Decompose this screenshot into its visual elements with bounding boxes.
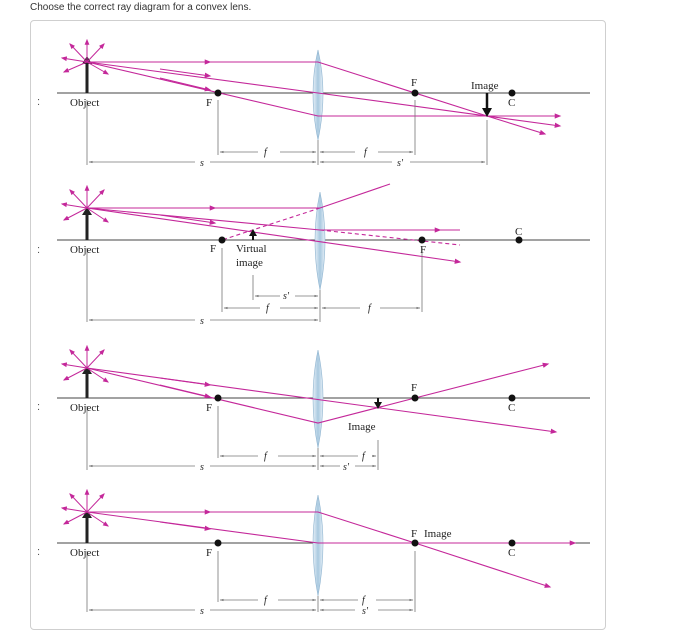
focal-label: F <box>411 382 418 394</box>
object-label: Object <box>70 547 100 559</box>
center-label: C <box>508 97 516 109</box>
dim-f: f <box>362 595 365 606</box>
image-label: Image <box>471 80 499 92</box>
dim-s: s <box>200 606 204 617</box>
center-label: C <box>508 547 516 559</box>
focal-label: F <box>210 243 217 255</box>
option-marker: : <box>37 401 41 413</box>
image-label: Image <box>348 421 376 433</box>
focal-label: F <box>206 402 213 414</box>
question-text: Choose the correct ray diagram for a convex lens. <box>30 2 252 13</box>
virtual-image-label: Virtual <box>236 243 267 255</box>
diagram-option-2[interactable] <box>57 184 590 322</box>
dim-f: f <box>266 303 269 314</box>
dim-f: f <box>364 147 367 158</box>
dim-f: f <box>362 451 365 462</box>
option-marker: : <box>37 96 41 108</box>
center-label: C <box>515 226 523 238</box>
dim-s: s <box>200 158 204 169</box>
object-label: Object <box>70 402 100 414</box>
dim-s-prime: s' <box>343 462 350 473</box>
focal-label: F <box>411 77 418 89</box>
focal-label: F <box>411 528 418 540</box>
option-marker: : <box>37 546 41 558</box>
dim-s-prime: s' <box>362 606 369 617</box>
dim-s: s <box>200 316 204 327</box>
virtual-image-label: image <box>236 257 263 269</box>
focal-label: F <box>206 547 213 559</box>
dim-s-prime: s' <box>283 291 290 302</box>
dim-f: f <box>264 451 267 462</box>
image-label: Image <box>424 528 452 540</box>
option-marker: : <box>37 244 41 256</box>
dim-s: s <box>200 462 204 473</box>
focal-label: F <box>420 244 427 256</box>
focal-label: F <box>206 97 213 109</box>
object-label: Object <box>70 244 100 256</box>
dim-f: f <box>264 595 267 606</box>
dim-s-prime: s' <box>397 158 404 169</box>
center-label: C <box>508 402 516 414</box>
dim-f: f <box>264 147 267 158</box>
dim-f: f <box>368 303 371 314</box>
object-label: Object <box>70 97 100 109</box>
